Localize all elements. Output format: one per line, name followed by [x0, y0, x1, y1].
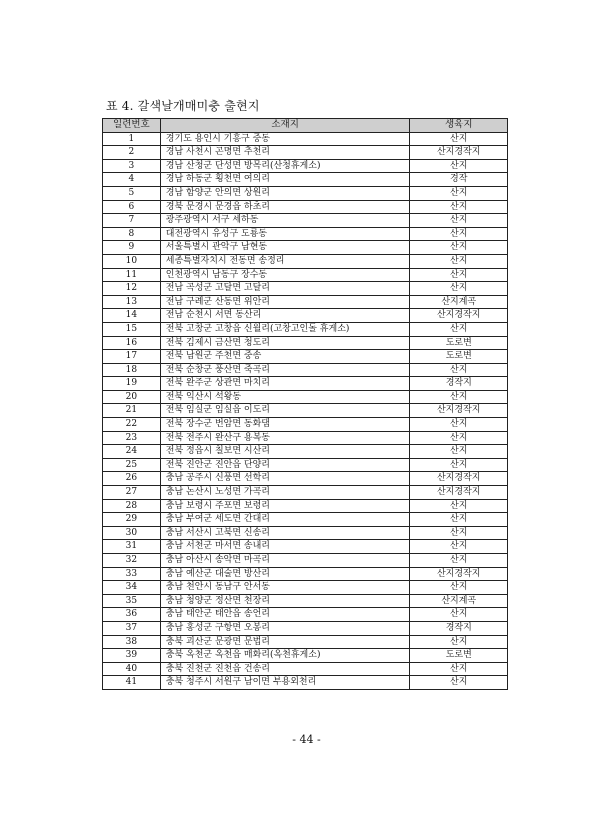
row-location: 충남 부여군 세도면 간대리	[160, 513, 410, 527]
row-habitat: 산지	[410, 513, 508, 527]
row-habitat: 경작지	[410, 377, 508, 391]
row-location: 전북 남원군 주천면 중송	[160, 350, 410, 364]
row-serial-number: 41	[103, 676, 161, 690]
row-serial-number: 36	[103, 608, 161, 622]
row-habitat: 산지	[410, 322, 508, 336]
table-row	[103, 567, 508, 581]
row-serial-number: 35	[103, 594, 161, 608]
table-row	[103, 418, 508, 432]
row-location: 광주광역시 서구 세하동	[160, 214, 410, 228]
row-location: 전북 김제시 금산면 청도리	[160, 336, 410, 350]
table-row	[103, 159, 508, 173]
row-serial-number: 14	[103, 309, 161, 323]
row-serial-number: 23	[103, 431, 161, 445]
row-habitat: 산지	[410, 526, 508, 540]
row-location: 서울특별시 관악구 남현동	[160, 241, 410, 255]
table-row	[103, 282, 508, 296]
row-location: 충남 서천군 마서면 송내리	[160, 540, 410, 554]
row-serial-number: 19	[103, 377, 161, 391]
table-row	[103, 309, 508, 323]
table-row	[103, 472, 508, 486]
row-location: 경남 산청군 단성면 방목리(산청휴게소)	[160, 159, 410, 173]
table-row	[103, 445, 508, 459]
row-serial-number: 33	[103, 567, 161, 581]
row-location: 경기도 용인시 기흥구 중동	[160, 132, 410, 146]
row-location: 충남 서산시 고북면 신송리	[160, 526, 410, 540]
row-location: 세종특별자치시 전동면 송정리	[160, 254, 410, 268]
row-location: 전북 순창군 풍산면 죽곡리	[160, 363, 410, 377]
table-row	[103, 173, 508, 187]
table-row	[103, 621, 508, 635]
row-serial-number: 40	[103, 662, 161, 676]
table-header-row	[103, 119, 508, 133]
row-habitat: 도로변	[410, 649, 508, 663]
table-row	[103, 363, 508, 377]
occurrence-table	[102, 118, 508, 690]
row-serial-number: 2	[103, 146, 161, 160]
table-caption: 표 4. 갈색날개매미충 출현지	[106, 99, 260, 113]
row-habitat: 산지	[410, 282, 508, 296]
table-row	[103, 486, 508, 500]
table-row	[103, 200, 508, 214]
table-row	[103, 254, 508, 268]
row-serial-number: 24	[103, 445, 161, 459]
row-serial-number: 38	[103, 635, 161, 649]
table-row	[103, 526, 508, 540]
table-row	[103, 431, 508, 445]
row-habitat: 산지	[410, 363, 508, 377]
row-location: 경북 문경시 문경읍 하초리	[160, 200, 410, 214]
row-habitat: 산지경작지	[410, 309, 508, 323]
row-location: 전북 전주시 완산구 용복동	[160, 431, 410, 445]
row-serial-number: 29	[103, 513, 161, 527]
page-number: - 44 -	[292, 733, 321, 746]
row-habitat: 산지	[410, 554, 508, 568]
row-serial-number: 10	[103, 254, 161, 268]
table-row	[103, 554, 508, 568]
row-location: 경남 함양군 안의면 상원리	[160, 186, 410, 200]
table-row	[103, 227, 508, 241]
row-serial-number: 26	[103, 472, 161, 486]
row-serial-number: 13	[103, 295, 161, 309]
row-habitat: 산지	[410, 254, 508, 268]
table-row	[103, 390, 508, 404]
row-habitat: 산지	[410, 214, 508, 228]
table-row	[103, 513, 508, 527]
header-habitat: 생육지	[410, 119, 508, 133]
table-row	[103, 350, 508, 364]
table-row	[103, 132, 508, 146]
row-habitat: 산지	[410, 390, 508, 404]
row-serial-number: 30	[103, 526, 161, 540]
row-habitat: 산지	[410, 227, 508, 241]
row-habitat: 산지	[410, 676, 508, 690]
row-serial-number: 12	[103, 282, 161, 296]
table-row	[103, 540, 508, 554]
table-row	[103, 458, 508, 472]
row-location: 충북 진천군 진천읍 건송리	[160, 662, 410, 676]
table-row	[103, 241, 508, 255]
row-location: 충남 예산군 대술면 방산리	[160, 567, 410, 581]
row-location: 전북 진안군 진안읍 단양리	[160, 458, 410, 472]
row-serial-number: 7	[103, 214, 161, 228]
table-row	[103, 322, 508, 336]
row-habitat: 산지계곡	[410, 594, 508, 608]
row-serial-number: 27	[103, 486, 161, 500]
table-row	[103, 594, 508, 608]
row-serial-number: 34	[103, 581, 161, 595]
row-serial-number: 5	[103, 186, 161, 200]
row-location: 충남 논산시 노성면 가곡리	[160, 486, 410, 500]
row-location: 전북 장수군 번암면 동화댐	[160, 418, 410, 432]
row-location: 전남 순천시 서면 동산리	[160, 309, 410, 323]
table-row	[103, 581, 508, 595]
row-location: 충남 천안시 동남구 안서동	[160, 581, 410, 595]
row-habitat: 산지	[410, 132, 508, 146]
row-location: 경남 사천시 곤명면 추천리	[160, 146, 410, 160]
table-row	[103, 214, 508, 228]
row-habitat: 산지경작지	[410, 472, 508, 486]
row-location: 전북 고창군 고창읍 신월리(고창고인돌 휴게소)	[160, 322, 410, 336]
table-row	[103, 336, 508, 350]
row-habitat: 산지경작지	[410, 146, 508, 160]
row-serial-number: 20	[103, 390, 161, 404]
row-serial-number: 31	[103, 540, 161, 554]
row-location: 전북 임실군 임실읍 이도리	[160, 404, 410, 418]
row-habitat: 산지	[410, 159, 508, 173]
row-habitat: 산지계곡	[410, 295, 508, 309]
table-row	[103, 377, 508, 391]
row-serial-number: 15	[103, 322, 161, 336]
row-habitat: 산지	[410, 186, 508, 200]
row-location: 충남 태안군 태안읍 송언리	[160, 608, 410, 622]
table-row	[103, 404, 508, 418]
header-location: 소재지	[160, 119, 410, 133]
row-habitat: 산지	[410, 635, 508, 649]
row-habitat: 산지경작지	[410, 567, 508, 581]
row-location: 전북 익산시 석왕동	[160, 390, 410, 404]
row-serial-number: 21	[103, 404, 161, 418]
row-habitat: 도로변	[410, 336, 508, 350]
row-serial-number: 16	[103, 336, 161, 350]
row-serial-number: 25	[103, 458, 161, 472]
row-serial-number: 8	[103, 227, 161, 241]
row-habitat: 산지	[410, 418, 508, 432]
table-row	[103, 676, 508, 690]
row-location: 충남 보령시 주포면 보령리	[160, 499, 410, 513]
row-serial-number: 9	[103, 241, 161, 255]
table-row	[103, 268, 508, 282]
table-row	[103, 662, 508, 676]
row-habitat: 산지	[410, 458, 508, 472]
row-serial-number: 17	[103, 350, 161, 364]
row-location: 충남 공주시 신풍면 선학리	[160, 472, 410, 486]
row-habitat: 산지	[410, 200, 508, 214]
row-location: 충남 홍성군 구항면 오봉리	[160, 621, 410, 635]
row-location: 대전광역시 유성구 도룡동	[160, 227, 410, 241]
row-serial-number: 37	[103, 621, 161, 635]
row-location: 충북 옥천군 옥천읍 매화리(옥천휴게소)	[160, 649, 410, 663]
row-habitat: 경작지	[410, 621, 508, 635]
table-row	[103, 649, 508, 663]
row-serial-number: 28	[103, 499, 161, 513]
row-habitat: 산지	[410, 540, 508, 554]
table-row	[103, 635, 508, 649]
table-row	[103, 499, 508, 513]
row-serial-number: 3	[103, 159, 161, 173]
row-serial-number: 11	[103, 268, 161, 282]
row-location: 인천광역시 남동구 장수동	[160, 268, 410, 282]
row-serial-number: 6	[103, 200, 161, 214]
row-location: 충남 아산시 송악면 마곡리	[160, 554, 410, 568]
row-serial-number: 18	[103, 363, 161, 377]
row-habitat: 산지경작지	[410, 404, 508, 418]
row-habitat: 산지	[410, 581, 508, 595]
table-row	[103, 146, 508, 160]
row-habitat: 산지	[410, 499, 508, 513]
table-row	[103, 608, 508, 622]
row-serial-number: 32	[103, 554, 161, 568]
row-habitat: 산지	[410, 268, 508, 282]
row-habitat: 산지	[410, 445, 508, 459]
row-habitat: 산지	[410, 241, 508, 255]
row-location: 전북 정읍시 칠보면 시산리	[160, 445, 410, 459]
row-serial-number: 39	[103, 649, 161, 663]
table-row	[103, 295, 508, 309]
row-location: 전북 완주군 상관면 마치리	[160, 377, 410, 391]
row-location: 충남 청양군 정산면 천장리	[160, 594, 410, 608]
row-habitat: 산지	[410, 608, 508, 622]
row-habitat: 산지	[410, 662, 508, 676]
row-location: 전남 구례군 산동면 위안리	[160, 295, 410, 309]
row-habitat: 산지경작지	[410, 486, 508, 500]
row-location: 전남 곡성군 고달면 고달리	[160, 282, 410, 296]
table-row	[103, 186, 508, 200]
header-serial-number: 일련번호	[103, 119, 161, 133]
row-location: 경남 하동군 횡천면 여의리	[160, 173, 410, 187]
row-habitat: 산지	[410, 431, 508, 445]
row-habitat: 경작	[410, 173, 508, 187]
row-serial-number: 22	[103, 418, 161, 432]
row-habitat: 도로변	[410, 350, 508, 364]
row-serial-number: 4	[103, 173, 161, 187]
row-location: 충북 괴산군 문광면 문법리	[160, 635, 410, 649]
row-serial-number: 1	[103, 132, 161, 146]
row-location: 충북 청주시 서원구 남이면 부용외천리	[160, 676, 410, 690]
